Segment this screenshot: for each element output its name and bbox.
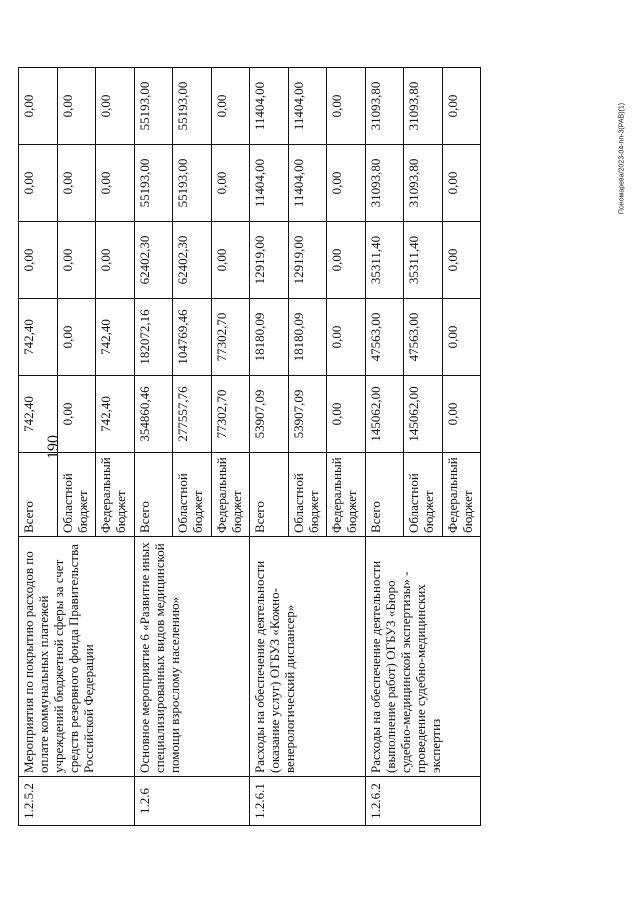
funding-source: Федеральный бюджет <box>96 453 135 537</box>
amount-cell: 0,00 <box>327 68 366 145</box>
funding-source: Федеральный бюджет <box>442 453 481 537</box>
table-row <box>134 68 173 826</box>
amount-cell: 0,00 <box>57 222 96 299</box>
measure-number: 1.2.6 <box>134 777 250 826</box>
amount-cell: 0,00 <box>211 68 250 145</box>
amount-cell: 0,00 <box>211 222 250 299</box>
measure-number: 1.2.6.1 <box>250 777 366 826</box>
amount-cell: 62402,30 <box>173 222 212 299</box>
amount-cell: 0,00 <box>442 376 481 453</box>
amount-cell: 18180,09 <box>288 299 327 376</box>
measure-name: Расходы на обеспечение деятельности (оказание услуг) ОГБУЗ «Кожно-венерологический диспансер» <box>250 537 366 777</box>
amount-cell: 0,00 <box>57 68 96 145</box>
measure-name: Мероприятия по покрытию расходов по оплате коммунальных платежей учреждений бюджетной сферы за счет средств резервного фонда Правительства Российской Федерации <box>19 537 135 777</box>
amount-cell: 53907,09 <box>250 376 289 453</box>
amount-cell: 0,00 <box>327 376 366 453</box>
amount-cell: 0,00 <box>96 222 135 299</box>
funding-source: Всего <box>365 453 404 537</box>
amount-cell: 0,00 <box>327 222 366 299</box>
amount-cell: 55193,00 <box>134 145 173 222</box>
amount-cell: 35311,40 <box>365 222 404 299</box>
table-row <box>19 68 58 826</box>
funding-source: Областной бюджет <box>288 453 327 537</box>
amount-cell: 0,00 <box>442 68 481 145</box>
funding-source: Областной бюджет <box>173 453 212 537</box>
table-row <box>365 68 404 826</box>
measure-number: 1.2.5.2 <box>19 777 135 826</box>
amount-cell: 77302,70 <box>211 299 250 376</box>
amount-cell: 145062,00 <box>365 376 404 453</box>
amount-cell: 0,00 <box>57 299 96 376</box>
amount-cell: 0,00 <box>57 376 96 453</box>
funding-source: Федеральный бюджет <box>211 453 250 537</box>
amount-cell: 742,40 <box>96 376 135 453</box>
amount-cell: 0,00 <box>96 68 135 145</box>
funding-source: Всего <box>19 453 58 537</box>
measure-number: 1.2.6.2 <box>365 777 481 826</box>
amount-cell: 55193,00 <box>173 68 212 145</box>
amount-cell: 53907,09 <box>288 376 327 453</box>
funding-source: Всего <box>250 453 289 537</box>
amount-cell: 77302,70 <box>211 376 250 453</box>
funding-source: Областной бюджет <box>57 453 96 537</box>
amount-cell: 104769,46 <box>173 299 212 376</box>
amount-cell: 47563,00 <box>404 299 443 376</box>
measure-name: Расходы на обеспечение деятельности (выполнение работ) ОГБУЗ «Бюро судебно-медицинской экспертизы» - проведение судебно-медицинских экспертиз <box>365 537 481 777</box>
amount-cell: 31093,80 <box>365 145 404 222</box>
amount-cell: 742,40 <box>19 299 58 376</box>
budget-table <box>18 67 481 826</box>
amount-cell: 31093,80 <box>404 68 443 145</box>
amount-cell: 742,40 <box>96 299 135 376</box>
funding-source: Областной бюджет <box>404 453 443 537</box>
page-number: 190 <box>45 435 62 459</box>
amount-cell: 0,00 <box>442 222 481 299</box>
funding-source: Федеральный бюджет <box>327 453 366 537</box>
amount-cell: 47563,00 <box>365 299 404 376</box>
amount-cell: 0,00 <box>211 145 250 222</box>
amount-cell: 11404,00 <box>250 68 289 145</box>
amount-cell: 11404,00 <box>250 145 289 222</box>
amount-cell: 742,40 <box>19 376 58 453</box>
amount-cell: 35311,40 <box>404 222 443 299</box>
amount-cell: 12919,00 <box>250 222 289 299</box>
amount-cell: 12919,00 <box>288 222 327 299</box>
amount-cell: 0,00 <box>327 299 366 376</box>
amount-cell: 31093,80 <box>365 68 404 145</box>
amount-cell: 55193,00 <box>173 145 212 222</box>
table-row <box>250 68 289 826</box>
budget-table-container <box>18 68 480 826</box>
amount-cell: 0,00 <box>442 145 481 222</box>
amount-cell: 277557,76 <box>173 376 212 453</box>
amount-cell: 0,00 <box>19 68 58 145</box>
amount-cell: 0,00 <box>96 145 135 222</box>
amount-cell: 0,00 <box>19 222 58 299</box>
measure-name: Основное мероприятие 6 «Развитие иных специализированных видов медицинской помощи взрослому населению» <box>134 537 250 777</box>
amount-cell: 31093,80 <box>404 145 443 222</box>
amount-cell: 0,00 <box>327 145 366 222</box>
amount-cell: 11404,00 <box>288 68 327 145</box>
amount-cell: 11404,00 <box>288 145 327 222</box>
amount-cell: 0,00 <box>19 145 58 222</box>
funding-source: Всего <box>134 453 173 537</box>
amount-cell: 18180,09 <box>250 299 289 376</box>
amount-cell: 0,00 <box>442 299 481 376</box>
amount-cell: 182072,16 <box>134 299 173 376</box>
amount-cell: 0,00 <box>57 145 96 222</box>
document-id-stamp: Пономарева/2023-04-пп-3(РАВ)(1) <box>618 102 626 215</box>
amount-cell: 55193,00 <box>134 68 173 145</box>
amount-cell: 62402,30 <box>134 222 173 299</box>
amount-cell: 145062,00 <box>404 376 443 453</box>
amount-cell: 354860,46 <box>134 376 173 453</box>
budget-table-body <box>19 68 481 826</box>
